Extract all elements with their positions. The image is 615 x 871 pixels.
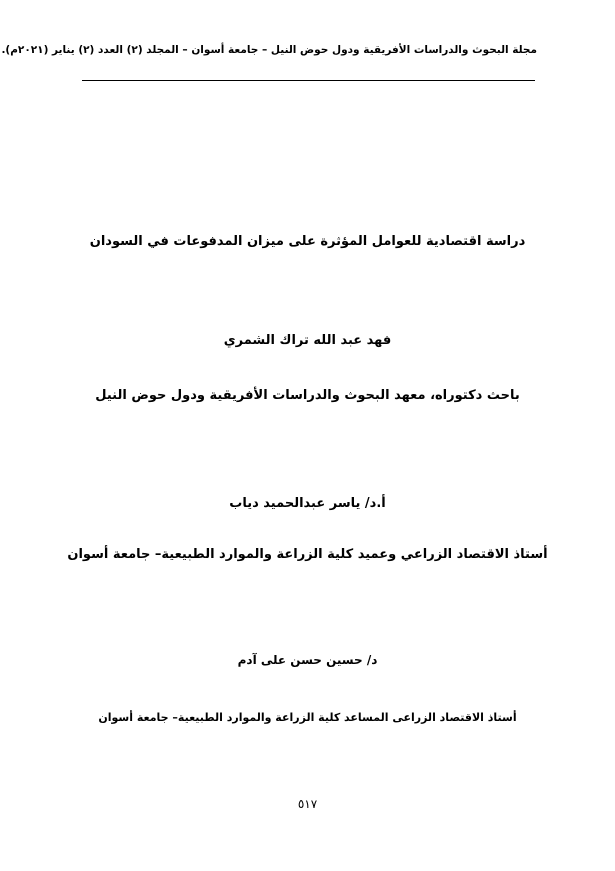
author-2-name: أ.د/ ياسر عبدالحميد دياب — [229, 496, 386, 511]
author-3-affiliation: أستاذ الاقتصاد الزراعى المساعد كلية الزراعة والموارد الطبيعية– جامعة أسوان — [98, 711, 517, 724]
header-divider — [82, 80, 535, 81]
author-2-affiliation: أستاذ الاقتصاد الزراعي وعميد كلية الزراعة والموارد الطبيعية– جامعة أسوان — [67, 547, 548, 562]
journal-header: مجلة البحوث والدراسات الأفريقية ودول حوض النيل – جامعة أسوان – المجلد (٢) العدد (٢) يناير (٢٠٢١م). — [1, 44, 537, 56]
page-number: ٥١٧ — [297, 797, 318, 811]
author-1-affiliation: باحث دكتوراه، معهد البحوث والدراسات الأفريقية ودول حوض النيل — [95, 388, 520, 403]
article-title: دراسة اقتصادية للعوامل المؤثرة على ميزان المدفوعات في السودان — [89, 234, 526, 249]
author-3-name: د/ حسين حسن على آدم — [237, 653, 378, 667]
author-1-name: فهد عبد الله تراك الشمري — [223, 333, 392, 348]
